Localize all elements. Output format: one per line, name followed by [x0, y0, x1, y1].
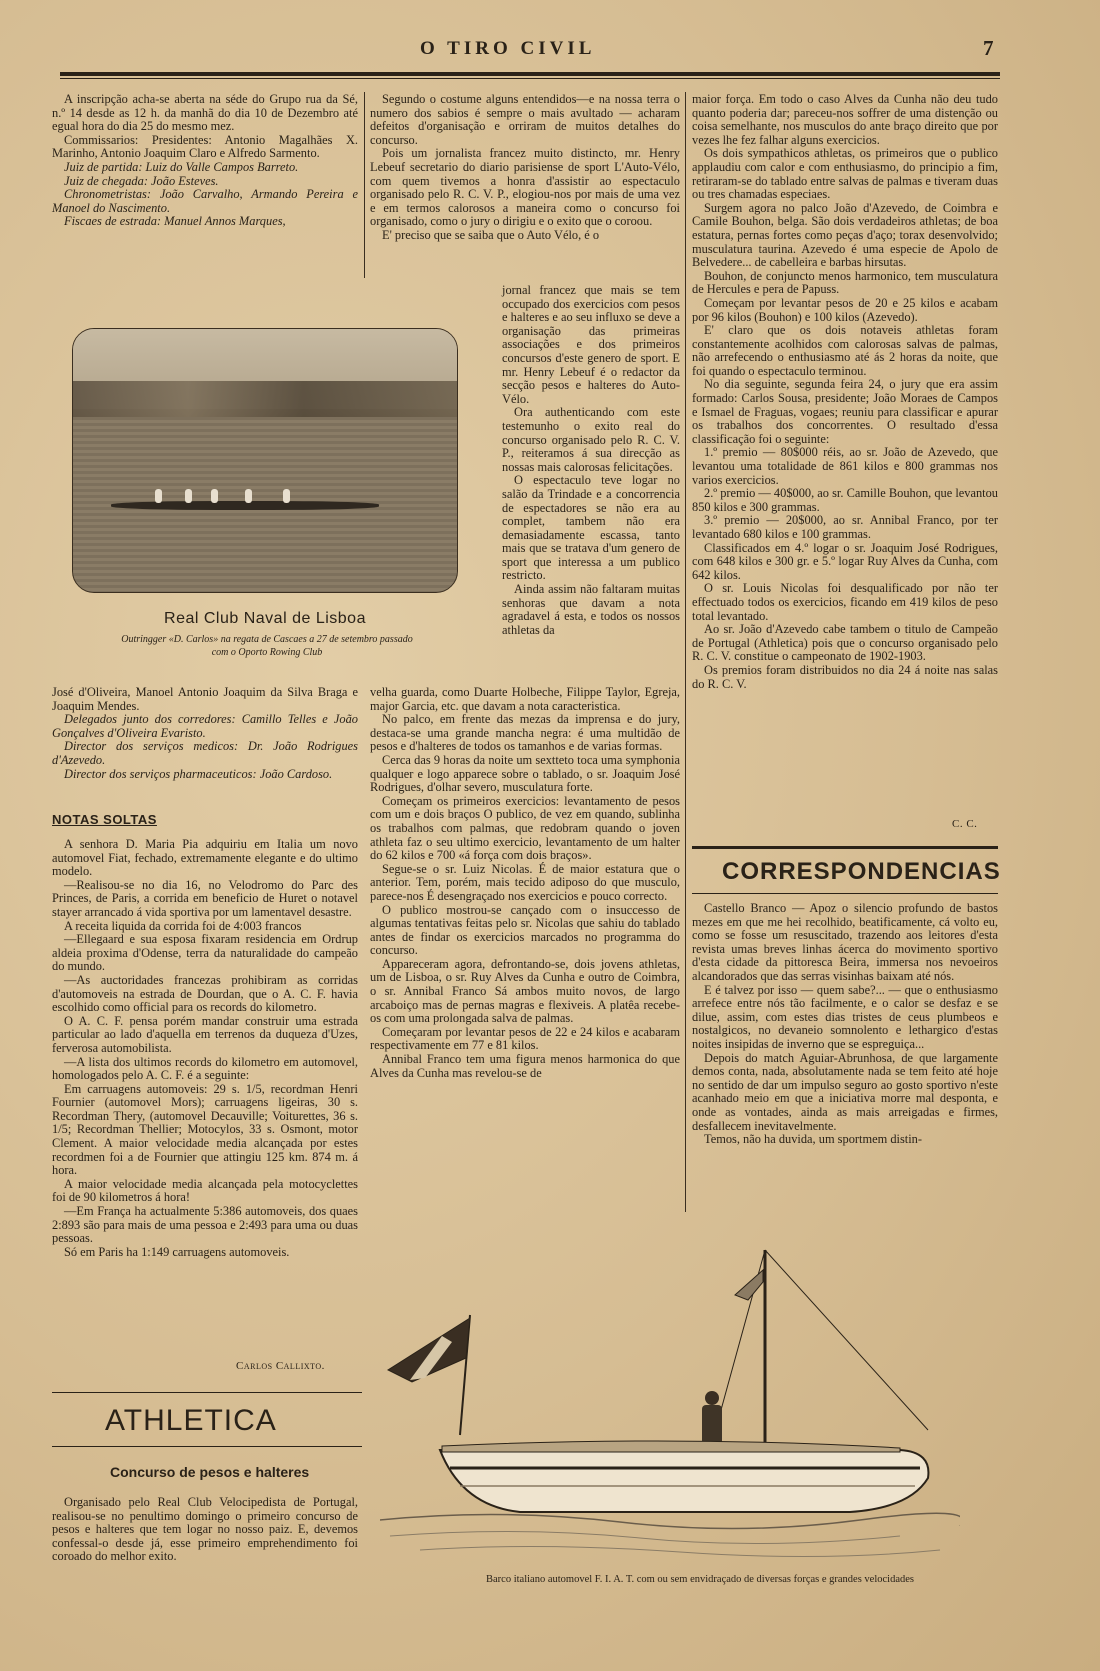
- column-3-signature: C. C.: [952, 818, 978, 830]
- correspondencias-body: [692, 902, 998, 1147]
- photo-shore: [73, 381, 457, 417]
- paragraph: A maior velocidade media alcançada pela motocyclettes foi de 90 kilometros á hora!: [52, 1176, 358, 1205]
- paragraph: 3.º premio — 20$000, ao sr. Annibal Franco, por ter levantado 680 kilos e 100 grammas.: [692, 513, 998, 541]
- paragraph: O A. C. F. pensa porém mandar construir uma estrada particular ao lado d'aquella em terrenos da duqueza d'Uzes, ferverosa automobilista.: [52, 1013, 358, 1055]
- column-divider: [685, 92, 686, 1212]
- column-2-narrow: [502, 284, 680, 637]
- paragraph: Bouhon, de conjuncto menos harmonico, tem musculatura de Hercules e pera de Papuss.: [692, 268, 998, 297]
- mast-pennant: [735, 1270, 763, 1300]
- paragraph: A receita liquida da corrida foi de 4:003 francos: [64, 918, 302, 933]
- water-wake: [420, 1546, 940, 1556]
- masthead-title: O TIRO CIVIL: [420, 38, 596, 59]
- paragraph: maior força. Em todo o caso Alves da Cunha não deu tudo quanto poderia dar; pareceu-nos soffrer de uma distenção ou coisa semelhante, nos musculos do ante braço direito que por vezes lhe fez falhar alguns exercicios.: [692, 92, 998, 147]
- paragraph: Juiz de partida: Luiz do Valle Campos Barreto.: [64, 159, 299, 174]
- paragraph: Chronometristas: João Carvalho, Armando Pereira e Manoel do Nascimento.: [52, 187, 358, 215]
- paragraph: Pois um jornalista francez muito distincto, mr. Henry Lebeuf secretario do diario parisiense de sport L'Auto-Vélo, com quem tivemos a honra d'assistir ao espectaculo organisado pelo R. C. V. P., elogiou-nos por mais de uma vez e em termos calorosos a maneira como o concurso foi organisado, como o jury o dirigiu e o exito que o coroou.: [370, 146, 680, 229]
- paragraph: Delegados junto dos corredores: Camillo Telles e João Gonçalves d'Oliveira Evaristo.: [52, 712, 358, 740]
- paragraph: Os dois sympathicos athletas, os primeiros que o publico applaudiu com calor e com enthusiasmo, do principio a fim, retiraram-se do tablado entre salvas de palmas e tiveram duas ou tres chamadas especiaes.: [692, 146, 998, 202]
- paragraph: Classificados em 4.º logar o sr. Joaquim José Rodrigues, com 648 kilos e 300 gr. e 5.º logar Ruy Alves da Cunha, com 642 kilos.: [692, 540, 998, 582]
- athletica-bottom-rule: [52, 1446, 362, 1447]
- paragraph: Em carruagens automoveis: 29 s. 1/5, recordman Henri Fournier (automovel Mors); carruagens ligeiras, 30 s. Recordman Thery, (automovel Decauville; Voiturettes, 36 s. 1/5; Recordman Thellier; Motocylos, 33 s. Osmont, motor Clement. A maior velocidade media alcançada por estes recordmen foi a de Fournier que attingiu 125 km. 874 m. á hora.: [52, 1081, 358, 1178]
- paragraph: Ainda assim não faltaram muitas senhoras que davam a nota agradavel á esta, e todos os nossos athletas da: [502, 582, 680, 637]
- paragraph: E é talvez por isso — quem sabe?... — que o enthusiasmo arrefece entre nós tão facilmente, e o calor se desfaz e se dilue, assim, com estes dias tristes de ceus plumbeos e nostalgicos, no devaneio somnolento e lethargico d'estas noites insipidas de inverno que se espreguiça...: [692, 982, 998, 1051]
- paragraph: Fiscaes de estrada: Manuel Annos Marques,: [64, 214, 286, 229]
- correspondencias-bottom-rule: [692, 893, 998, 894]
- column-divider: [364, 92, 365, 278]
- rower: [245, 489, 252, 503]
- paragraph: O sr. Louis Nicolas foi desqualificado por não ter effectuado todos os exercicios, ficando em 419 kilos de peso total levantado.: [692, 581, 998, 623]
- paragraph: Começam os primeiros exercicios: levantamento de pesos com um e dois braços O publico, de vez em quando, sublinha os trabalhos com palmas, que redobram quando o joven athleta faz o seu ultimo exercicio, levantamento de um halter do 62 kilos e 700 «á força com dois braços».: [370, 793, 680, 863]
- paragraph: —A lista dos ultimos records do kilometro em automovel, homologados pelo A. C. F. é a seguinte:: [52, 1054, 358, 1083]
- paragraph: Organisado pelo Real Club Velocipedista de Portugal, realisou-se no penultimo domingo o primeiro concurso de pesos e halteres que tem logar no nosso paiz. E, devemos confessal-o desde já, esse primeiro emprehendimento foi coroado do melhor exito.: [52, 1495, 358, 1564]
- paragraph: Appareceram agora, defrontando-se, dois jovens athletas, um de Lisboa, o sr. Ruy Alves da Cunha e outro de Coimbra, o sr. Annibal Franco Sá ambos muito novos, de largo arcaboiço mas de pernas magras e flexiveis. A platêa recebe-os com uma prolongada salva de palmas.: [370, 956, 680, 1026]
- rower: [283, 489, 290, 503]
- rower: [211, 489, 218, 503]
- pilot-head: [705, 1391, 719, 1405]
- photo-title: Real Club Naval de Lisboa: [164, 610, 366, 627]
- paragraph: Depois do match Aguiar-Abrunhosa, de que largamente demos conta, nada, absolutamente nada se tem feito até hoje no sentido de dar um impulso seguro ao gosto sportivo n'este acanhado meio em que a iniciativa morre mal desponta, e onde as vontades, ainda as mais arreigadas e firmes, desfallecem inevitavelmente.: [692, 1050, 998, 1133]
- column-2-bottom: [370, 686, 680, 1080]
- rowing-photo: [72, 328, 458, 593]
- paragraph: Commissarios: Presidentes: Antonio Magalhães X. Marinho, Antonio Joaquim Claro e Alfredo Sarmento.: [52, 132, 358, 161]
- water-wake: [390, 1531, 900, 1543]
- paragraph: Ao sr. João d'Azevedo cabe tambem o titulo de Campeão de Portugal (Athletica) pois que o concurso organisado pelo R. C. V. constitue o campeonato de 1902-1903.: [692, 622, 998, 664]
- paragraph: Director dos serviços medicos: Dr. João Rodrigues d'Azevedo.: [52, 739, 358, 767]
- column-1-mid: [52, 686, 358, 781]
- paragraph: —Em França ha actualmente 5:386 automoveis, dos quaes 2:893 são para mais de uma pessoa e 2:493 para uma ou duas pessoas.: [52, 1204, 358, 1246]
- page-number: 7: [983, 36, 994, 60]
- paragraph: velha guarda, como Duarte Holbeche, Filippe Taylor, Egreja, major Garcia, etc. que davam a nota caracteristica.: [370, 685, 680, 713]
- masthead-rule: [60, 72, 1000, 76]
- paragraph: Cerca das 9 horas da noite um sextteto toca uma symphonia qualquer e logo apparece sobre o tablado, o sr. Joaquim José Rodrigues, d'olhar severo, musculatura forte.: [370, 752, 680, 795]
- paragraph: O publico mostrou-se cançado com o insuccesso de algumas tentativas feitas pelo sr. Nicolas que sahiu do tablado antes de findar os exercicios marcados no programma do concurso.: [370, 902, 680, 958]
- outrigger-boat: [111, 501, 379, 510]
- fiat-motorboat-illustration: [380, 1240, 960, 1560]
- paragraph: —As auctoridades francezas prohibiram as corridas d'automoveis na estrada de Dourdan, que o A. C. F. havia escolhido como official para os records do kilometro.: [52, 972, 358, 1015]
- paragraph: No dia seguinte, segunda feira 24, o jury que era assim formado: Carlos Sousa, presidente; João Moraes de Campos e Ismael de Fraguas, vogaes; reuniu para classificar e apurar os trabalhos dos concorrentes. O resultado d'essa classificação foi o seguinte:: [692, 377, 998, 446]
- paragraph: No palco, em frente das mezas da imprensa e do jury, destaca-se uma grande mancha negra: é uma multidão de pesos e d'halteres de todos os tamanhos e de varias formas.: [370, 712, 680, 754]
- boat-caption: Barco italiano automovel F. I. A. T. com ou sem envidraçado de diversas forças e grandes velocidades: [486, 1574, 914, 1585]
- paragraph: Castello Branco — Apoz o silencio profundo de bastos mezes em que me hei recolhido, beatificamente, cá volto eu, como se fosse um resuscitado, trazendo aos leitores d'esta revista umas breves linhas ácerca do movimento sportivo d'esta cidade da pittoresca Beira, immersa nos nevoeiros alcandorados que das serras visinhas baixam até nós.: [692, 901, 998, 983]
- paragraph: A senhora D. Maria Pia adquiriu em Italia um novo automovel Fiat, fechado, extremamente elegante e do ultimo modelo.: [52, 837, 358, 879]
- paragraph: E' preciso que se saiba que o Auto Vélo, é o: [382, 227, 600, 242]
- water-wake: [380, 1513, 960, 1528]
- paragraph: Começam por levantar pesos de 20 e 25 kilos e acabam por 96 kilos (Bouhon) e 100 kilos (Azevedo).: [692, 295, 998, 324]
- column-1-top: [52, 93, 358, 229]
- paragraph: 2.º premio — 40$000, ao sr. Camille Bouhon, que levantou 850 kilos e 300 grammas.: [692, 486, 998, 514]
- photo-caption-line: com o Oporto Rowing Club: [211, 647, 323, 658]
- rower: [155, 489, 162, 503]
- paragraph: jornal francez que mais se tem occupado dos exercicios com pesos e halteres e ao seu influxo se deve a organisação das primeiras associações e dos primeiros concursos d'este genero de sport. E mr. Henry Lebeuf é o redactor da secção pesos e halteres do Auto-Vélo.: [502, 283, 680, 406]
- paragraph: Ora authenticando com este testemunho o exito real do concurso organisado pelo R. C. V. P., reiteramos á sua direcção as nossas mais calorosas felicitações.: [502, 405, 680, 474]
- paragraph: —Realisou-se no dia 16, no Velodromo do Parc des Princes, de Paris, a corrida em beneficio de Huret o notavel stayer arrancado á vida sportiva por um lamentavel desastre.: [52, 877, 358, 919]
- notas-soltas-title: NOTAS SOLTAS: [52, 812, 157, 827]
- masthead: [0, 38, 1100, 68]
- boat-deck: [442, 1441, 900, 1452]
- correspondencias-title: CORRESPONDENCIAS: [722, 858, 1001, 885]
- boat-hull: [440, 1450, 928, 1512]
- paragraph: Temos, não ha duvida, um sportmem distin-: [704, 1132, 923, 1147]
- correspondencias-top-rule: [692, 846, 998, 849]
- paragraph: Começaram por levantar pesos de 22 e 24 kilos e acabaram respectivamente em 77 e 81 kilos.: [370, 1024, 680, 1053]
- paragraph: Segue-se o sr. Luiz Nicolas. É de maior estatura que o anterior. Tem, porém, mais tecido adiposo do que musculo, parece-nos É desengraçado nos exercicios e pouco correcto.: [370, 861, 680, 903]
- paragraph: Surgem agora no palco João d'Azevedo, de Coimbra e Camile Bouhon, belga. São dois verdadeiros athletas; de boa estatura, pernas fortes como peças d'aço; torax desenvolvido; musculatura taurina. Azevedo é uma especie de Apolo de Belvedere... de cabelleira e barbas hirsutas.: [692, 200, 998, 270]
- athletica-subtitle: Concurso de pesos e halteres: [110, 1464, 310, 1480]
- paragraph: Annibal Franco tem uma figura menos harmonica do que Alves da Cunha mas revelou-se de: [370, 1052, 680, 1080]
- paragraph: E' claro que os dois notaveis athletas foram constantemente acolhidos com calorosas salvas de palmas, não arrefecendo o enthusiasmo até ás 2 horas da noite, que foi quando o espectaculo terminou.: [692, 323, 998, 378]
- paragraph: Director dos serviços pharmaceuticos: João Cardoso.: [64, 766, 333, 781]
- paragraph: Só em Paris ha 1:149 carruagens automoveis.: [64, 1244, 290, 1259]
- paragraph: O espectaculo teve logar no salão da Trindade e a concorrencia de espectadores se não era au complet, tambem não era demasiadamente escassa, tanto mais que se tratava d'um genero de sport que interessa a um publico restricto.: [502, 473, 680, 583]
- paragraph: 1.º premio — 80$000 réis, ao sr. João de Azevedo, que levantou uma totalidade de 861 kilos e 800 grammas nos varios exercicios.: [692, 445, 998, 487]
- notas-signature: Carlos Callixto.: [236, 1360, 325, 1372]
- photo-caption-line: Outringger «D. Carlos» na regata de Cascaes a 27 de setembro passado: [121, 634, 413, 645]
- column-2-top: [370, 93, 680, 243]
- stay-line: [765, 1250, 928, 1430]
- paragraph: Juiz de chegada: João Esteves.: [64, 173, 219, 188]
- athletica-body: [52, 1496, 358, 1564]
- column-3-top: [692, 93, 998, 691]
- paragraph: —Ellegaard e sua esposa fixaram residencia em Ordrup aldeia proxima d'Odense, terra da naturalidade do campeão do mundo.: [52, 932, 358, 974]
- photo-caption: [75, 633, 459, 659]
- rower: [185, 489, 192, 503]
- masthead-rule-thin: [60, 78, 1000, 79]
- paragraph: José d'Oliveira, Manoel Antonio Joaquim da Silva Braga e Joaquim Mendes.: [52, 685, 358, 713]
- paragraph: A inscripção acha-se aberta na séde do Grupo rua da Sé, n.º 14 desde as 12 h. da manhã do dia 10 de Dezembro até egual hora do dia 25 do mesmo mez.: [52, 92, 358, 134]
- paragraph: Segundo o costume alguns entendidos—e na nossa terra o numero dos sabios é sempre o mais avultado — acharam defeitos d'organisação e orriram de muitos detalhes do concurso.: [370, 92, 680, 147]
- paragraph: Os premios foram distribuidos no dia 24 á noite nas salas do R. C. V.: [692, 662, 998, 691]
- athletica-top-rule: [52, 1392, 362, 1393]
- athletica-title: ATHLETICA: [105, 1404, 277, 1437]
- notas-soltas-body: [52, 838, 358, 1259]
